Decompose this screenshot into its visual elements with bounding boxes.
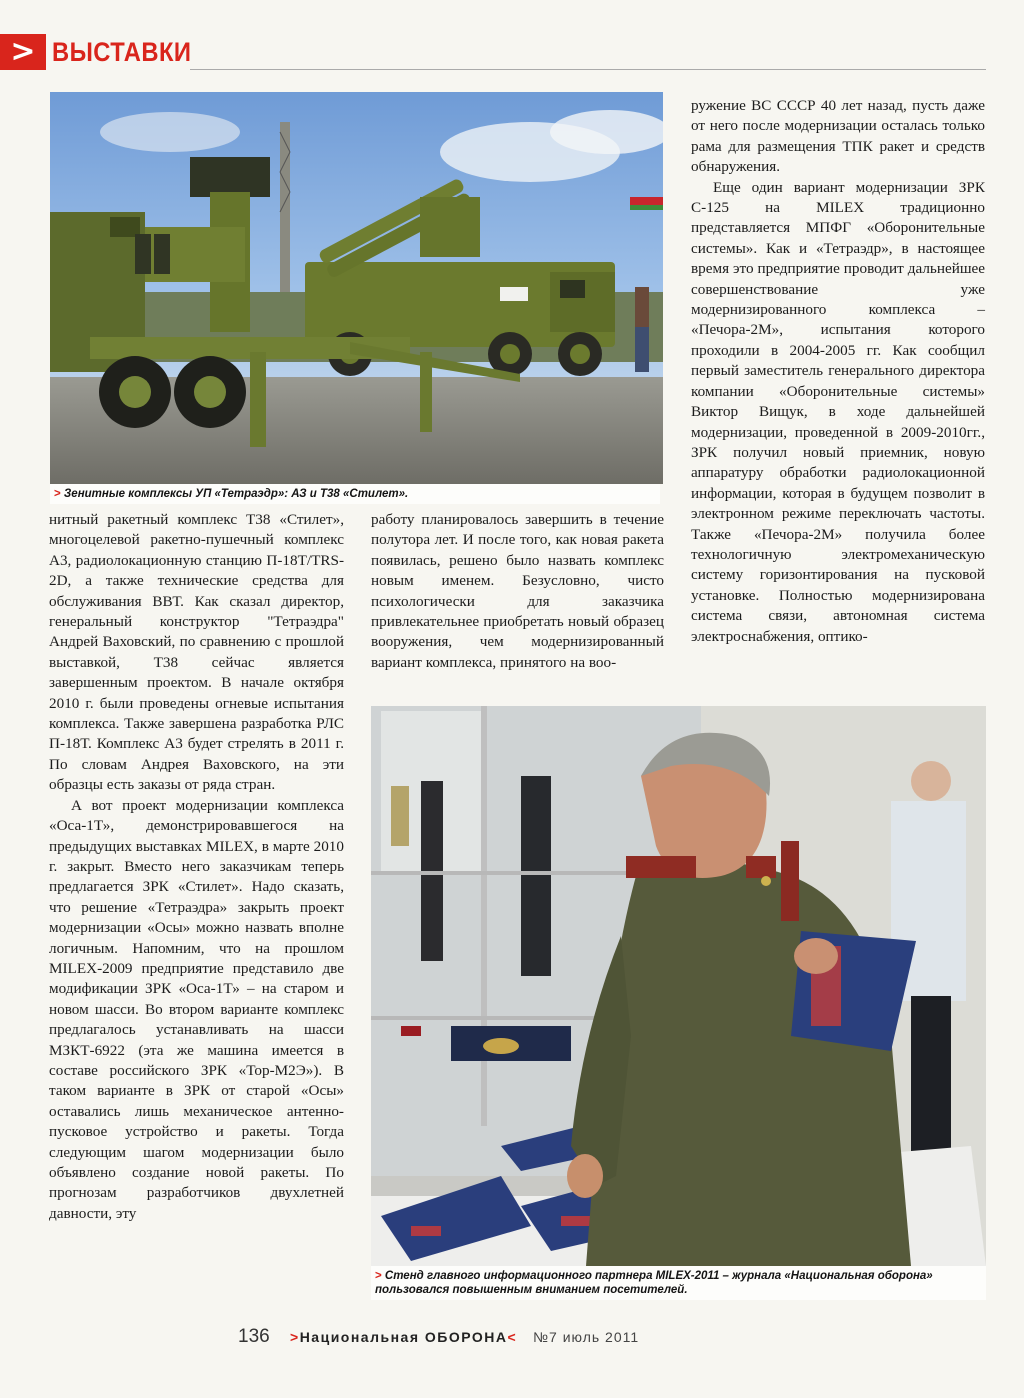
paragraph: работу планировалось завершить в течение полутора лет. И после того, как новая ракета появилась, решено было назвать комплекс новым именем. Безусловно, чисто психологически для заказчика привлекательнее приобретать новый образец вооружения, чем модернизированный вариант комплекса, принятого на воо-	[371, 511, 664, 671]
caption-arrow-icon: >	[375, 1270, 382, 1282]
photo-caption-top	[50, 484, 660, 504]
photo-caption-bottom	[371, 1266, 986, 1300]
section-arrow-icon: >	[0, 34, 46, 70]
paragraph: нитный ракетный комплекс Т38 «Стилет», многоцелевой ракетно-пушечный комплекс А3, радиолокационную станцию П-18Т/TRS-2D, а также технические средства для обслуживания ВВТ. Как сказал директор, генеральный конструктор "Тетраэдра" Андрей Ваховский, по сравнению с прошлой выставкой, Т38 сейчас является завершенным проектом. В начале октября 2010 г. были проведены огневые испытания комплекса. Также завершена разработка РЛС П-18Т. Комплекс А3 будет стрелять в 2011 г. По словам Андрея Ваховского, на эти образцы есть заказы от ряда стран.	[49, 511, 344, 794]
magazine-title: Национальная ОБОРОНА	[299, 1329, 508, 1345]
caption-arrow-icon: >	[54, 488, 61, 500]
magazine-name	[290, 1329, 517, 1345]
caption-text: Зенитные комплексы УП «Тетраэдр»: АЗ и Т38 «Стилет».	[63, 488, 409, 500]
page-footer	[0, 1324, 1024, 1354]
footer-arrow-left-icon: >	[290, 1329, 300, 1345]
caption-text-line2: пользовался повышенным вниманием посетителей.	[375, 1284, 688, 1296]
paragraph: ружение ВС СССР 40 лет назад, пусть даже от него после модернизации осталась только рама для размещения ТПК ракет и средств обнаружения.	[691, 97, 985, 176]
header-rule	[190, 69, 986, 70]
paragraph: А вот проект модернизации комплекса «Оса-1Т», демонстрировавшегося на предыдущих выставках MILEX, в марте 2010 г. закрыт. Вместо него заказчикам теперь предлагается ЗРК «Стилет». Надо сказать, что решение «Тетраэдра» закрыть проект модернизации «Осы» можно назвать вполне логичным. Напомним, что на прошлом MILEX-2009 предприятие представило две модификации ЗРК «Оса-1Т» – на старом и новом шасси. Во втором варианте комплекс предлагалось устанавливать на шасси МЗКТ-6922 (эта же машина имеется в составе российского ЗРК «Тор-М2Э»). В таком варианте в ЗРК от старой «Осы» оставались лишь механическое антенно-пусковое устройство и ракеты. Тогда следующим шагом модернизации было объявлено создание новой ракеты. По прогнозам разработчиков двухлетней давности, эту	[49, 796, 344, 1222]
caption-text-line1: Стенд главного информационного партнера MILEX-2011 – журнала «Национальная оборона»	[384, 1270, 933, 1282]
page-number: 136	[238, 1326, 270, 1347]
text-column-2	[371, 510, 664, 673]
text-column-3	[691, 96, 985, 647]
text-column-1	[49, 510, 344, 1224]
photo-air-defense-systems	[50, 92, 663, 484]
section-title: ВЫСТАВКИ	[52, 36, 192, 67]
footer-arrow-right-icon: <	[507, 1329, 518, 1345]
paragraph: Еще один вариант модернизации ЗРК С-125 на MILEX традиционно представляется МПФГ «Оборонительные системы». Как и «Тетраэдр», в настоящее время это предприятие проводит дальнейшее совершенствование уже модернизированного комплекса – «Печора-2М», испытания которого проходили в 2004-2005 гг. Как сообщил первый заместитель генерального директора компании «Оборонительные системы» Виктор Вищук, в ходе дальнейшей модернизации, проведенной в 2009-2010гг., ЗРК получил новый приемник, новую аппаратуру обработки радиолокационной информации, которая в будущем позволит в электронном режиме переключать частоты. Также «Печора-2М» получила более технологичную электромеханическую систему горизонтирования на пусковой установке. Полностью модернизирована система связи, автономная система электроснабжения, оптико-	[691, 178, 985, 645]
photo-magazine-stand	[371, 706, 986, 1266]
section-header	[0, 34, 210, 70]
issue-info: №7 июль 2011	[533, 1329, 640, 1345]
